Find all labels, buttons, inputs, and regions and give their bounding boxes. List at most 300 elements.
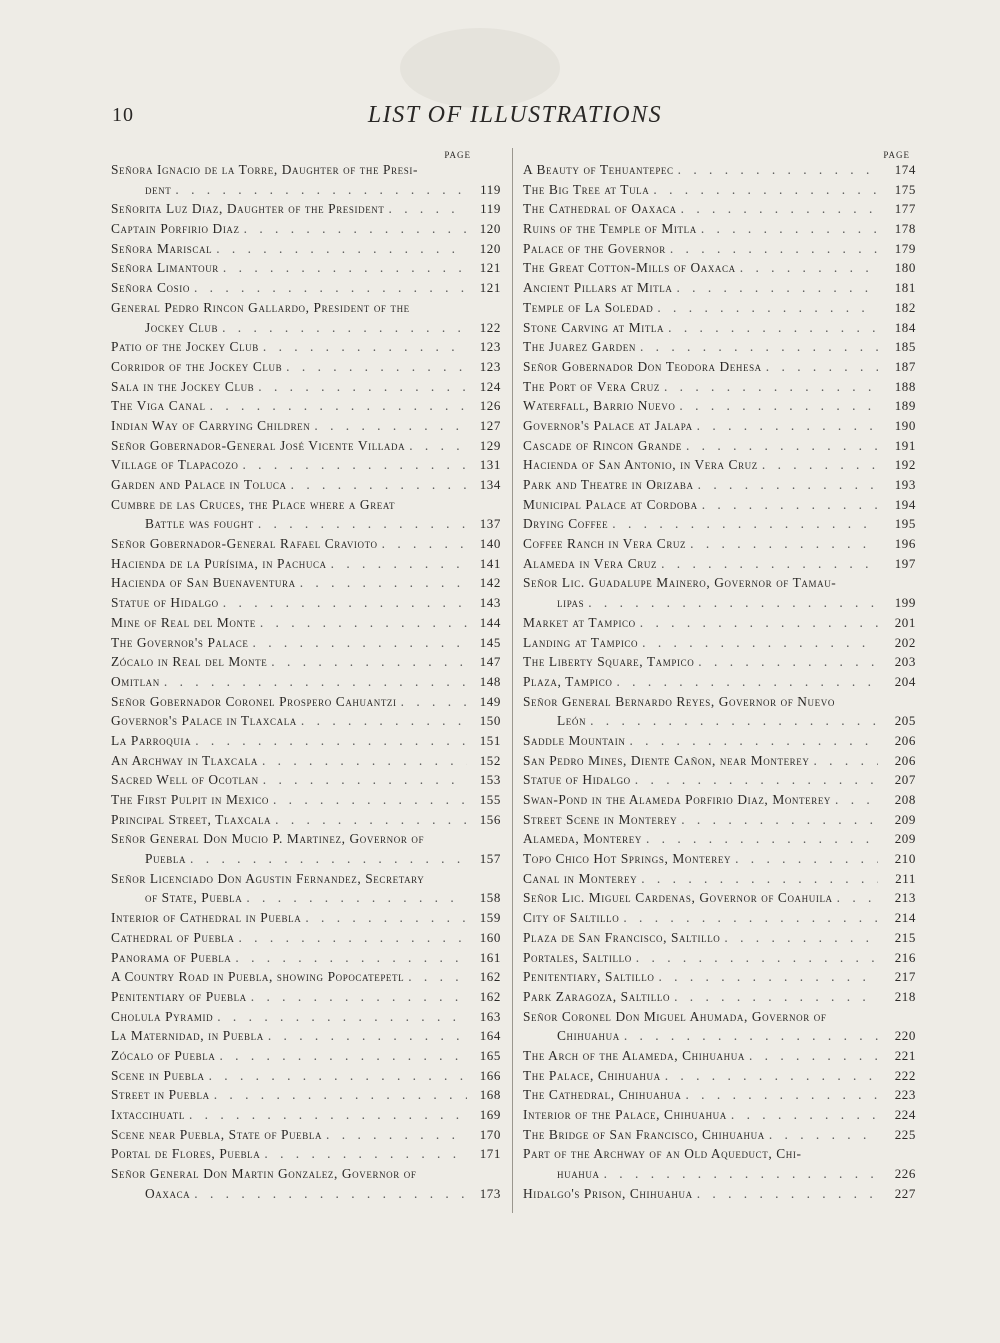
entry-title: Garden and Palace in Toluca [111, 477, 287, 492]
illustration-entry [523, 753, 916, 773]
entry-title: Señor Coronel Don Miguel Ahumada, Governor of [523, 1008, 827, 1024]
entry-page-number: 205 [894, 713, 916, 729]
leader-dots [612, 516, 878, 532]
illustration-entry [523, 182, 916, 202]
leader-dots [665, 1068, 878, 1084]
illustration-entry [111, 635, 501, 655]
entry-title: Part of the Archway of an Old Aqueduct, Chi- [523, 1146, 802, 1162]
entry-page-number: 142 [479, 575, 501, 591]
entry-page-number: 170 [479, 1126, 501, 1142]
entry-page-number: 204 [894, 673, 916, 689]
illustration-entry [523, 1127, 916, 1147]
entry-page-number: 178 [894, 221, 916, 237]
illustration-entry [523, 438, 916, 458]
illustration-entry [111, 320, 501, 340]
entry-page-number: 177 [894, 201, 916, 217]
entry-title: The Arch of the Alameda, Chihuahua [523, 1047, 745, 1063]
entry-title: Park Zaragoza, Saltillo [523, 988, 671, 1004]
leader-dots [326, 1127, 467, 1143]
leader-dots [271, 654, 467, 670]
entry-page-number: 181 [894, 280, 916, 296]
illustration-entry [111, 201, 501, 221]
entry-page-number: 137 [479, 516, 501, 532]
leader-dots [697, 1186, 878, 1202]
entry-page-number: 159 [479, 910, 501, 926]
leader-dots [653, 182, 878, 198]
illustration-entry [523, 772, 916, 792]
entry-title: Señor Lic. Miguel Cardenas, Governor of Coahuila [523, 890, 833, 906]
illustration-entry [523, 595, 916, 615]
illustration-entry [111, 989, 501, 1009]
entry-page-number: 192 [894, 457, 916, 473]
entry-page-number: 222 [894, 1067, 916, 1083]
illustration-entry [111, 260, 501, 280]
leader-dots [258, 516, 467, 532]
illustration-entry [523, 497, 916, 517]
entry-title: Sala in the Jockey Club [111, 378, 255, 394]
entry-title: Village of Tlapacozo [111, 457, 239, 473]
leader-dots [681, 201, 878, 217]
entry-title: Topo Chico Hot Springs, Monterey [523, 851, 732, 867]
leader-dots [635, 772, 878, 788]
illustration-entry [111, 674, 501, 694]
leader-dots [640, 615, 878, 631]
illustration-entry [523, 615, 916, 635]
leader-dots [674, 989, 878, 1005]
illustration-entry [523, 1146, 916, 1166]
leader-dots [258, 379, 467, 395]
entry-page-number: 124 [479, 378, 501, 394]
illustration-entry [523, 890, 916, 910]
illustration-entry [523, 792, 916, 812]
leader-dots [263, 339, 467, 355]
illustration-entry [111, 1028, 501, 1048]
illustration-entry [111, 1166, 501, 1186]
illustration-entry [523, 969, 916, 989]
leader-dots [697, 418, 878, 434]
entry-page-number: 151 [479, 732, 501, 748]
leader-dots [702, 497, 878, 513]
leader-dots [300, 575, 467, 591]
entry-title: Corridor of the Jockey Club [111, 358, 283, 374]
leader-dots [264, 1146, 467, 1162]
entry-title: Street in Puebla [111, 1087, 210, 1103]
illustration-entry [111, 497, 501, 517]
entry-page-number: 123 [479, 339, 501, 355]
leader-dots [658, 969, 878, 985]
entry-title: Cathedral of Puebla [111, 929, 235, 945]
entry-title: Park and Theatre in Orizaba [523, 477, 694, 492]
leader-dots [636, 950, 878, 966]
illustration-entry [111, 654, 501, 674]
entry-page-number: 184 [894, 319, 916, 335]
entry-title: Sacred Well of Ocotlan [111, 772, 259, 788]
leader-dots [740, 260, 878, 276]
entry-title: huahua [557, 1166, 600, 1182]
entry-title: Portal de Flores, Puebla [111, 1146, 261, 1162]
entry-page-number: 126 [479, 398, 501, 414]
leader-dots [629, 733, 878, 749]
entry-title: Mine of Real del Monte [111, 614, 256, 630]
entry-title: Señor General Don Mucio P. Martinez, Governor of [111, 831, 425, 847]
entry-title: Señora Cosio [111, 280, 190, 296]
entry-title: La Parroquia [111, 732, 192, 748]
illustration-entry [111, 694, 501, 714]
illustration-entry [523, 989, 916, 1009]
leader-dots [698, 477, 878, 493]
leader-dots [588, 595, 878, 611]
illustration-entry [111, 1068, 501, 1088]
leader-dots [190, 851, 467, 867]
entry-page-number: 166 [479, 1067, 501, 1083]
entry-page-number: 223 [894, 1087, 916, 1103]
leader-dots [216, 241, 467, 257]
entry-title: Portales, Saltillo [523, 949, 632, 965]
leader-dots [731, 1107, 878, 1123]
entry-title: of State, Puebla [145, 890, 243, 906]
illustration-entry [111, 379, 501, 399]
entry-title: Chihuahua [557, 1028, 620, 1044]
leader-dots [214, 1087, 467, 1103]
illustration-entry [523, 339, 916, 359]
illustration-entry [111, 300, 501, 320]
entry-title: León [557, 713, 587, 729]
illustration-entry [111, 457, 501, 477]
entry-page-number: 120 [479, 221, 501, 237]
illustration-entry [523, 713, 916, 733]
entry-page-number: 185 [894, 339, 916, 355]
leader-dots [314, 418, 467, 434]
entry-page-number: 180 [894, 260, 916, 276]
entry-page-number: 190 [894, 417, 916, 433]
entry-title: Market at Tampico [523, 614, 636, 630]
leader-dots [235, 950, 467, 966]
entry-title: Temple of La Soledad [523, 299, 654, 315]
entry-title: Hacienda de la Purísima, in Pachuca [111, 555, 327, 571]
entry-page-number: 134 [479, 477, 501, 492]
entry-title: The First Pulpit in Mexico [111, 792, 269, 807]
entry-title: Cascade of Rincon Grande [523, 437, 682, 453]
leader-dots [668, 320, 878, 336]
entry-title: Governor's Palace in Tlaxcala [111, 713, 297, 729]
entry-title: The Cathedral of Oaxaca [523, 201, 677, 217]
illustration-entry [111, 851, 501, 871]
entry-page-number: 196 [894, 536, 916, 552]
entry-title: Señora Ignacio de la Torre, Daughter of the Presi- [111, 162, 419, 177]
entry-title: Plaza de San Francisco, Saltillo [523, 929, 721, 945]
entry-page-number: 216 [894, 949, 916, 965]
leader-dots [223, 595, 467, 611]
illustration-entry [111, 1009, 501, 1029]
entry-title: Ruins of the Temple of Mitla [523, 221, 697, 237]
entry-page-number: 214 [894, 910, 916, 926]
illustration-entry [111, 280, 501, 300]
entry-title: Señor Gobernador-General Rafael Cravioto [111, 536, 378, 552]
illustration-entry [523, 910, 916, 930]
leader-dots [262, 753, 467, 769]
entry-page-number: 209 [894, 811, 916, 827]
illustration-entry [523, 1028, 916, 1048]
entry-title: Saddle Mountain [523, 732, 626, 748]
entry-title: An Archway in Tlaxcala [111, 752, 258, 768]
illustration-entry [111, 871, 501, 891]
leader-dots [217, 1009, 467, 1025]
entry-page-number: 188 [894, 378, 916, 394]
entry-title: Jockey Club [145, 319, 219, 335]
entry-title: San Pedro Mines, Diente Cañon, near Monterey [523, 752, 810, 768]
illustration-entry [111, 438, 501, 458]
entry-title: The Great Cotton-Mills of Oaxaca [523, 260, 736, 276]
leader-dots [273, 792, 467, 808]
leader-dots [301, 713, 467, 729]
entry-title: Plaza, Tampico [523, 673, 613, 689]
entry-title: Hacienda of San Antonio, in Vera Cruz [523, 457, 758, 473]
leader-dots [251, 989, 467, 1005]
entry-page-number: 157 [479, 851, 501, 867]
leader-dots [661, 556, 878, 572]
entry-page-number: 207 [894, 772, 916, 788]
entry-title: The Viga Canal [111, 398, 206, 414]
entry-page-number: 169 [479, 1107, 501, 1122]
leader-dots [194, 1186, 467, 1202]
entry-title: Stone Carving at Mitla [523, 319, 665, 335]
illustration-entry [111, 477, 501, 497]
illustration-entry [523, 1048, 916, 1068]
entry-title: A Country Road in Puebla, showing Popocatepetl [111, 969, 405, 985]
entry-page-number: 127 [479, 417, 501, 433]
leader-dots [690, 536, 878, 552]
leader-dots [164, 674, 467, 690]
illustration-entry [111, 950, 501, 970]
illustration-entry [523, 1087, 916, 1107]
entry-title: Coffee Ranch in Vera Cruz [523, 536, 687, 552]
leader-dots [590, 713, 878, 729]
illustration-entry [111, 241, 501, 261]
illustration-entry [523, 851, 916, 871]
leader-dots [735, 851, 878, 867]
leader-dots [291, 477, 467, 493]
illustration-entry [523, 379, 916, 399]
entry-page-number: 173 [479, 1185, 501, 1201]
entry-page-number: 164 [479, 1028, 501, 1044]
illustration-entry [523, 162, 916, 182]
entry-title: Omitlan [111, 673, 160, 689]
leader-dots [175, 182, 467, 198]
entry-page-number: 147 [479, 654, 501, 670]
illustration-entry [523, 930, 916, 950]
illustration-entry [111, 910, 501, 930]
entry-page-number: 225 [894, 1126, 916, 1142]
illustration-entry [111, 753, 501, 773]
illustration-entry [523, 871, 916, 891]
entry-page-number: 158 [479, 890, 501, 906]
entry-page-number: 152 [479, 752, 501, 768]
entry-page-number: 120 [479, 240, 501, 256]
leader-dots [681, 812, 878, 828]
leader-dots [210, 398, 467, 414]
illustration-entry [111, 969, 501, 989]
illustration-entry [523, 536, 916, 556]
entry-title: Panorama of Puebla [111, 949, 232, 965]
entry-page-number: 131 [479, 457, 501, 473]
entry-title: City of Saltillo [523, 910, 620, 926]
illustration-entry [523, 418, 916, 438]
entry-page-number: 144 [479, 614, 501, 630]
illustration-entry [111, 221, 501, 241]
entry-title: Señor General Don Martin Gonzalez, Governor of [111, 1166, 417, 1182]
leader-dots [408, 969, 467, 985]
entry-page-number: 206 [894, 752, 916, 768]
entry-title: Palace of the Governor [523, 240, 666, 256]
illustration-entry [523, 575, 916, 595]
leader-dots [604, 1166, 878, 1182]
illustration-entry [111, 359, 501, 379]
illustration-entry [111, 812, 501, 832]
entry-page-number: 194 [894, 496, 916, 512]
leader-dots [766, 359, 878, 375]
entry-title: The Liberty Square, Tampico [523, 654, 695, 670]
entry-title: Waterfall, Barrio Nuevo [523, 398, 676, 414]
leader-dots [246, 890, 467, 906]
illustration-entry [111, 1087, 501, 1107]
illustration-entry [111, 733, 501, 753]
entry-title: Hacienda of San Buenaventura [111, 575, 296, 591]
illustration-entry [111, 772, 501, 792]
leader-dots [678, 162, 878, 178]
entry-title: Señora Limantour [111, 260, 219, 276]
entry-title: Battle was fought [145, 516, 254, 532]
entry-title: Scene near Puebla, State of Puebla [111, 1126, 323, 1142]
leader-dots [244, 221, 467, 237]
entry-page-number: 193 [894, 477, 916, 492]
illustration-entry [523, 635, 916, 655]
entry-title: Cumbre de las Cruces, the Place where a Great [111, 496, 396, 512]
entry-page-number: 187 [894, 358, 916, 374]
leader-dots [195, 733, 467, 749]
entry-page-number: 227 [894, 1185, 916, 1201]
entry-page-number: 197 [894, 555, 916, 571]
page-number: 10 [112, 104, 134, 126]
entry-page-number: 221 [894, 1047, 916, 1063]
entry-title: Zócalo of Puebla [111, 1047, 216, 1063]
entry-page-number: 148 [479, 673, 501, 689]
entry-title: Street Scene in Monterey [523, 811, 678, 827]
entry-title: Señor Gobernador Coronel Prospero Cahuantzi [111, 693, 397, 709]
entry-title: Interior of Cathedral in Puebla [111, 910, 302, 926]
entry-page-number: 119 [480, 201, 501, 217]
leader-dots [813, 753, 878, 769]
illustration-entry [111, 792, 501, 812]
entry-title: Cholula Pyramid [111, 1008, 214, 1024]
entry-page-number: 191 [894, 437, 916, 453]
illustration-entry [523, 674, 916, 694]
entry-title: The Bridge of San Francisco, Chihuahua [523, 1126, 765, 1142]
entry-title: Indian Way of Carrying Children [111, 417, 311, 433]
illustration-entry [111, 398, 501, 418]
leader-dots [641, 871, 878, 887]
leader-dots [263, 772, 467, 788]
leader-dots [642, 635, 878, 651]
illustration-entry [523, 950, 916, 970]
illustration-entry [523, 1009, 916, 1029]
leader-dots [223, 260, 467, 276]
left-column [111, 150, 501, 1205]
entry-title: Alameda, Monterey [523, 831, 642, 847]
leader-dots [389, 201, 467, 217]
entry-title: Patio of the Jockey Club [111, 339, 259, 355]
entry-page-number: 218 [894, 988, 916, 1004]
page-column-heading: PAGE [883, 150, 910, 160]
entry-page-number: 140 [479, 536, 501, 552]
leader-dots [701, 221, 878, 237]
leader-dots [769, 1127, 878, 1143]
leader-dots [253, 635, 467, 651]
leader-dots [640, 339, 878, 355]
illustration-entry [523, 280, 916, 300]
entry-page-number: 179 [894, 240, 916, 256]
leader-dots [194, 280, 467, 296]
entry-page-number: 162 [479, 988, 501, 1004]
entry-page-number: 161 [479, 949, 501, 965]
entry-title: The Cathedral, Chihuahua [523, 1087, 682, 1103]
entry-page-number: 122 [479, 319, 501, 335]
leader-dots [331, 556, 467, 572]
entry-page-number: 168 [479, 1087, 501, 1103]
leader-dots [382, 536, 467, 552]
entry-page-number: 165 [479, 1047, 501, 1063]
entry-page-number: 175 [894, 181, 916, 197]
entry-title: The Juarez Garden [523, 339, 636, 355]
entry-page-number: 143 [479, 595, 501, 611]
leader-dots [837, 890, 878, 906]
leader-dots [657, 300, 878, 316]
illustration-entry [523, 398, 916, 418]
entry-title: Zócalo in Real del Monte [111, 654, 268, 670]
entry-page-number: 141 [479, 555, 501, 571]
illustration-entry [111, 536, 501, 556]
entry-page-number: 226 [894, 1166, 916, 1182]
column-divider [512, 148, 513, 1213]
illustration-entry [523, 320, 916, 340]
entry-page-number: 129 [479, 437, 501, 453]
illustration-entry [523, 201, 916, 221]
entry-page-number: 202 [894, 634, 916, 650]
entry-page-number: 208 [894, 792, 916, 807]
illustration-entry [523, 1186, 916, 1206]
entry-page-number: 174 [894, 162, 916, 177]
entry-title: Penitentiary of Puebla [111, 988, 247, 1004]
entry-page-number: 150 [479, 713, 501, 729]
entry-page-number: 206 [894, 732, 916, 748]
leader-dots [268, 1028, 467, 1044]
leader-dots [698, 654, 878, 670]
entry-page-number: 201 [894, 614, 916, 630]
illustration-entry [111, 1127, 501, 1147]
entry-page-number: 217 [894, 969, 916, 985]
entry-title: The Governor's Palace [111, 634, 249, 650]
entry-title: Oaxaca [145, 1185, 191, 1201]
leader-dots [238, 930, 467, 946]
entry-title: Governor's Palace at Jalapa [523, 417, 693, 433]
illustration-entry [523, 1166, 916, 1186]
entry-page-number: 156 [479, 811, 501, 827]
illustration-entry [111, 575, 501, 595]
entry-title: General Pedro Rincon Gallardo, President of the [111, 299, 410, 315]
leader-dots [189, 1107, 467, 1123]
entry-page-number: 121 [479, 260, 501, 276]
entry-title: Principal Street, Tlaxcala [111, 811, 272, 827]
entry-page-number: 145 [479, 634, 501, 650]
